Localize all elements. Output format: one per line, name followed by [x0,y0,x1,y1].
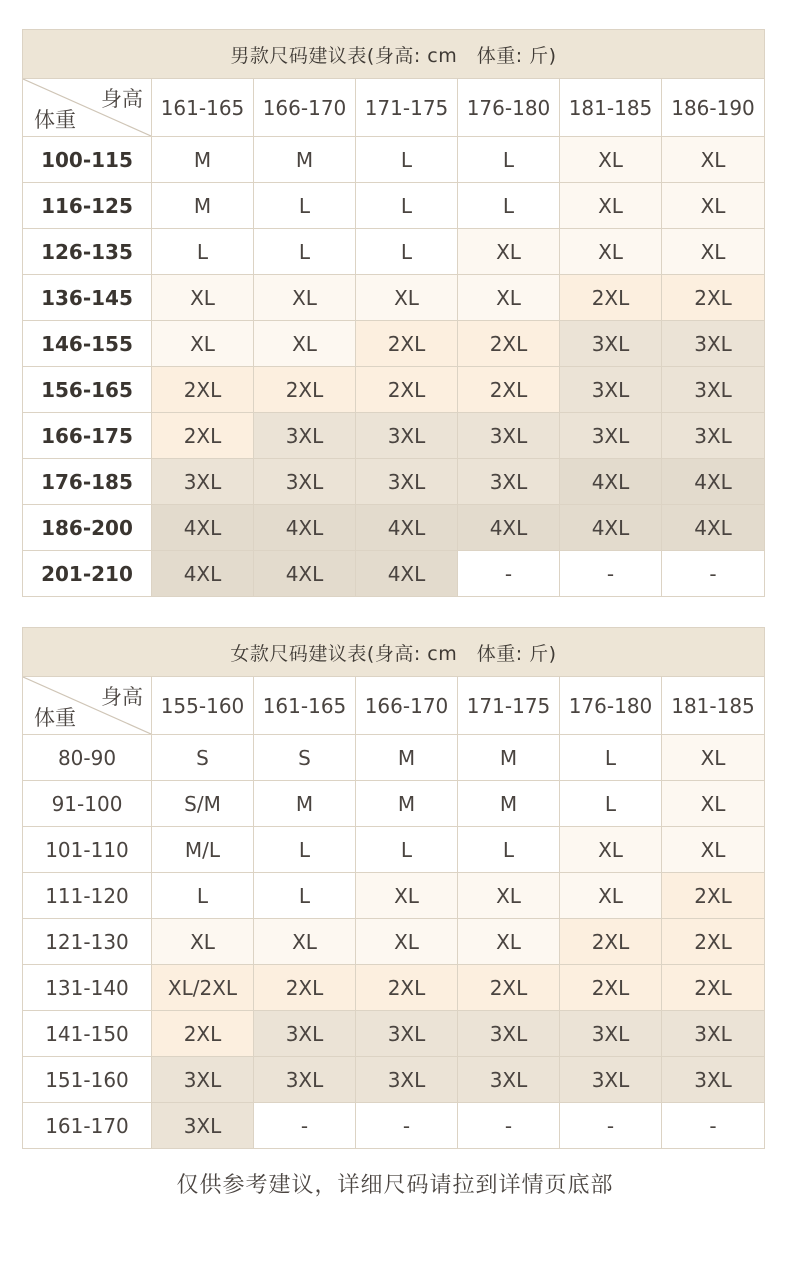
women-size-cell: 2XL [662,965,765,1011]
women-size-cell: XL [458,919,560,965]
women-size-cell: XL [152,919,254,965]
women-size-table [22,627,765,1149]
men-size-cell: 2XL [356,367,458,413]
women-height-header: 161-165 [254,677,356,735]
men-size-cell: XL [662,137,765,183]
women-size-cell: 3XL [662,1057,765,1103]
women-size-cell: 3XL [458,1011,560,1057]
women-size-cell: - [254,1103,356,1149]
men-table-corner [23,79,152,137]
men-table-row [23,367,765,413]
men-size-cell: 2XL [356,321,458,367]
men-size-cell: 2XL [560,275,662,321]
women-size-cell: M [254,781,356,827]
women-size-cell: 3XL [662,1011,765,1057]
men-size-cell: L [254,183,356,229]
footer-note: 仅供参考建议，详细尺码请拉到详情页底部 [176,1173,614,1198]
women-size-cell: XL [458,873,560,919]
women-size-cell: 2XL [662,873,765,919]
women-size-cell: XL [662,735,765,781]
men-size-cell: - [560,551,662,597]
women-size-cell: XL [254,919,356,965]
women-size-cell: L [560,781,662,827]
men-size-cell: XL [560,229,662,275]
men-size-cell: 3XL [458,459,560,505]
women-table-row [23,781,765,827]
women-size-cell: 2XL [662,919,765,965]
men-size-cell: XL [458,229,560,275]
women-weight-cell: 91-100 [23,781,152,827]
women-height-header: 166-170 [356,677,458,735]
men-size-cell: XL [152,275,254,321]
men-size-cell: L [458,137,560,183]
men-size-cell: M [152,183,254,229]
women-weight-cell: 141-150 [23,1011,152,1057]
women-size-cell: 3XL [152,1103,254,1149]
men-weight-cell: 201-210 [23,551,152,597]
men-weight-cell: 100-115 [23,137,152,183]
men-size-cell: XL [152,321,254,367]
women-corner-height-label: 身高 [101,685,143,709]
men-table-row [23,551,765,597]
women-size-cell: XL [560,873,662,919]
men-table-row [23,321,765,367]
men-size-cell: L [356,137,458,183]
men-table-row [23,459,765,505]
women-size-cell: L [152,873,254,919]
women-size-cell: S [254,735,356,781]
men-size-cell: 4XL [254,505,356,551]
men-size-cell: XL [458,275,560,321]
women-size-cell: - [662,1103,765,1149]
men-size-cell: 3XL [356,459,458,505]
men-size-cell: M [254,137,356,183]
men-size-cell: M [152,137,254,183]
men-size-cell: - [458,551,560,597]
men-size-cell: 3XL [152,459,254,505]
women-size-cell: 3XL [560,1011,662,1057]
women-weight-cell: 151-160 [23,1057,152,1103]
men-size-cell: 3XL [662,413,765,459]
men-size-cell: 3XL [254,459,356,505]
men-weight-cell: 166-175 [23,413,152,459]
women-corner-weight-label: 体重 [34,706,76,730]
women-size-cell: L [254,873,356,919]
men-size-cell: 4XL [356,551,458,597]
men-size-cell: XL [560,183,662,229]
men-table-row [23,413,765,459]
men-size-cell: 4XL [662,459,765,505]
women-table-row [23,1011,765,1057]
women-size-cell: 2XL [254,965,356,1011]
men-table-row [23,137,765,183]
men-size-cell: 4XL [254,551,356,597]
men-size-table [22,29,765,597]
men-size-cell: 3XL [254,413,356,459]
men-size-cell: 2XL [152,367,254,413]
men-size-cell: 3XL [662,321,765,367]
women-table-row [23,965,765,1011]
men-weight-cell: 176-185 [23,459,152,505]
women-size-cell: - [560,1103,662,1149]
women-size-cell: - [458,1103,560,1149]
men-height-header: 161-165 [152,79,254,137]
men-size-cell: 2XL [254,367,356,413]
women-size-cell: L [254,827,356,873]
men-size-cell: 4XL [152,551,254,597]
women-table-row [23,827,765,873]
men-size-cell: 2XL [458,321,560,367]
women-table-row [23,873,765,919]
women-size-cell: 2XL [152,1011,254,1057]
women-size-cell: XL [560,827,662,873]
men-size-cell: 4XL [356,505,458,551]
women-size-cell: 3XL [254,1011,356,1057]
men-size-cell: 3XL [458,413,560,459]
women-height-header: 181-185 [662,677,765,735]
women-size-cell: XL [662,827,765,873]
men-weight-cell: 126-135 [23,229,152,275]
men-size-cell: 3XL [560,367,662,413]
women-size-cell: 3XL [152,1057,254,1103]
women-size-cell: 2XL [560,965,662,1011]
women-size-cell: 3XL [356,1011,458,1057]
women-table-row [23,919,765,965]
women-size-cell: L [560,735,662,781]
women-size-cell: 2XL [458,965,560,1011]
men-size-cell: L [254,229,356,275]
men-size-cell: 3XL [662,367,765,413]
men-table-body [23,137,765,597]
women-size-cell: S [152,735,254,781]
women-size-cell: 3XL [560,1057,662,1103]
men-size-cell: 2XL [152,413,254,459]
women-weight-cell: 80-90 [23,735,152,781]
men-size-cell: 3XL [560,321,662,367]
women-size-cell: XL [356,873,458,919]
men-table-row [23,229,765,275]
men-size-cell: XL [356,275,458,321]
women-table-corner [23,677,152,735]
men-size-cell: XL [662,183,765,229]
men-size-cell: - [662,551,765,597]
men-height-header: 171-175 [356,79,458,137]
women-size-cell: M [356,781,458,827]
women-size-cell: M/L [152,827,254,873]
women-height-header: 171-175 [458,677,560,735]
men-height-header: 186-190 [662,79,765,137]
men-table-row [23,505,765,551]
women-size-cell: - [356,1103,458,1149]
men-size-cell: XL [662,229,765,275]
men-weight-cell: 136-145 [23,275,152,321]
women-size-cell: 3XL [458,1057,560,1103]
women-size-cell: XL [662,781,765,827]
men-table-title: 男款尺码建议表(身高: cm 体重: 斤) [23,30,765,79]
men-size-cell: 4XL [560,505,662,551]
men-size-cell: L [356,183,458,229]
women-size-cell: 2XL [356,965,458,1011]
women-size-cell: M [458,735,560,781]
men-size-cell: 2XL [662,275,765,321]
women-table-title: 女款尺码建议表(身高: cm 体重: 斤) [23,628,765,677]
men-corner-weight-label: 体重 [34,108,76,132]
women-size-cell: L [458,827,560,873]
men-weight-cell: 156-165 [23,367,152,413]
women-weight-cell: 161-170 [23,1103,152,1149]
women-weight-cell: 121-130 [23,919,152,965]
women-size-cell: 3XL [254,1057,356,1103]
women-size-cell: 3XL [356,1057,458,1103]
women-weight-cell: 101-110 [23,827,152,873]
men-size-cell: 3XL [560,413,662,459]
men-size-cell: 4XL [458,505,560,551]
men-height-header: 176-180 [458,79,560,137]
women-size-cell: L [356,827,458,873]
men-height-header: 181-185 [560,79,662,137]
men-size-cell: L [458,183,560,229]
men-size-cell: 4XL [560,459,662,505]
men-weight-cell: 116-125 [23,183,152,229]
women-size-cell: XL/2XL [152,965,254,1011]
men-size-cell: L [356,229,458,275]
men-size-cell: 2XL [458,367,560,413]
men-size-cell: XL [560,137,662,183]
men-size-cell: 4XL [662,505,765,551]
men-size-cell: XL [254,321,356,367]
women-height-header: 176-180 [560,677,662,735]
men-size-cell: L [152,229,254,275]
men-table-row [23,275,765,321]
women-size-cell: 2XL [560,919,662,965]
women-height-header: 155-160 [152,677,254,735]
women-weight-cell: 111-120 [23,873,152,919]
women-size-cell: XL [356,919,458,965]
men-weight-cell: 186-200 [23,505,152,551]
women-table-row [23,1057,765,1103]
men-size-cell: XL [254,275,356,321]
men-height-header: 166-170 [254,79,356,137]
women-table-body [23,735,765,1149]
women-weight-cell: 131-140 [23,965,152,1011]
women-size-cell: S/M [152,781,254,827]
women-size-cell: M [458,781,560,827]
men-corner-height-label: 身高 [101,87,143,111]
men-table-row [23,183,765,229]
women-table-row [23,1103,765,1149]
women-table-row [23,735,765,781]
men-size-cell: 3XL [356,413,458,459]
men-weight-cell: 146-155 [23,321,152,367]
men-size-cell: 4XL [152,505,254,551]
women-size-cell: M [356,735,458,781]
